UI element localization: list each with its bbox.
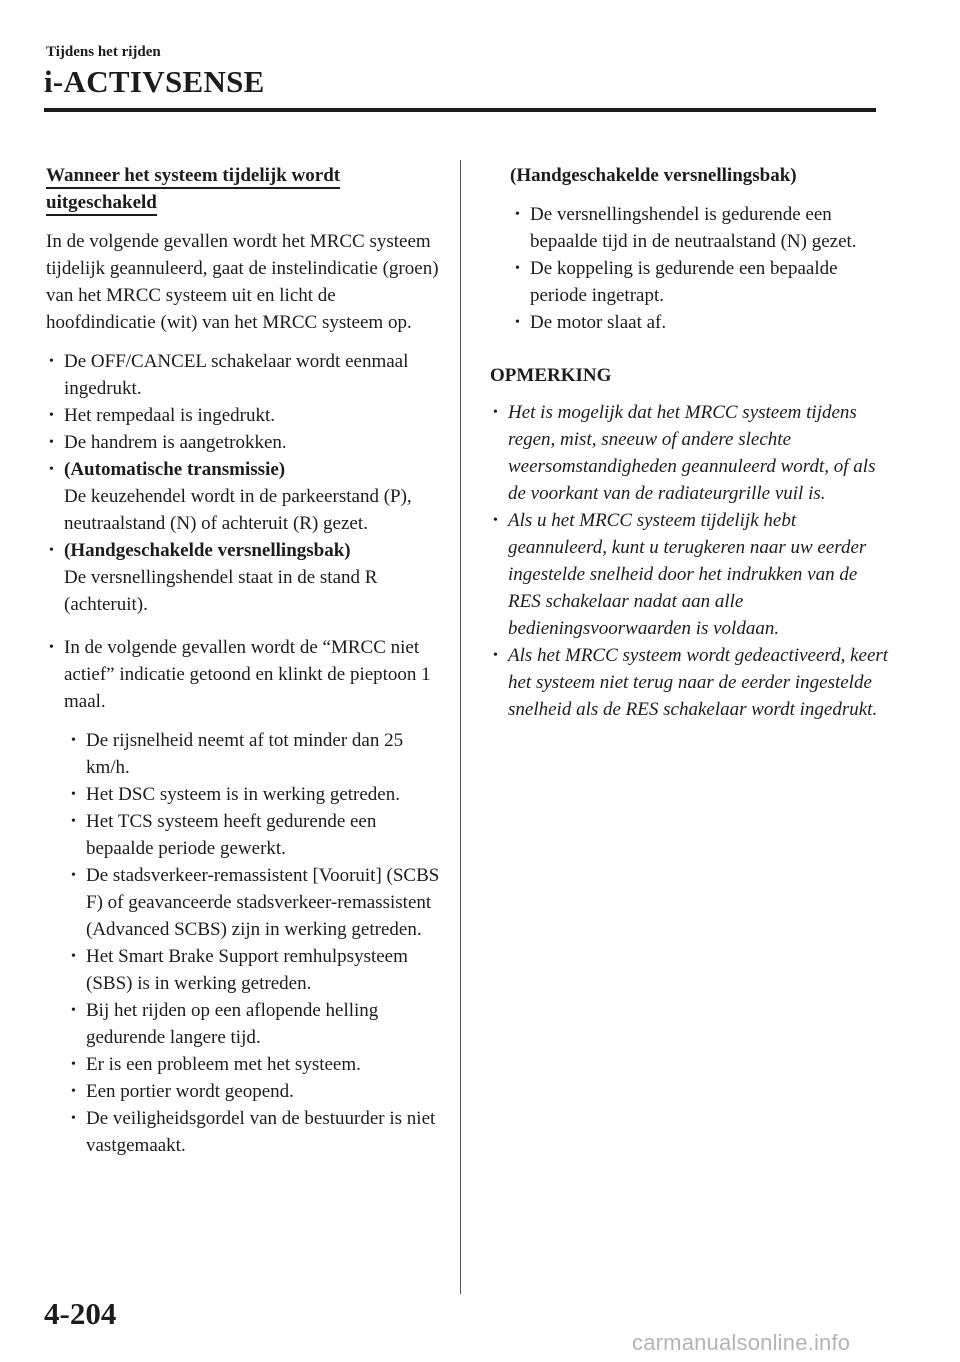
sub-list-item	[46, 997, 441, 1051]
bullet-icon: •	[49, 354, 54, 369]
sub-list-item-text: De rijsnelheid neemt af tot minder dan 25 km/h.	[86, 730, 404, 778]
auto-transmission-label: (Automatische transmissie)	[64, 459, 286, 480]
sub-list-item	[46, 727, 441, 781]
bullet-icon: •	[493, 405, 498, 420]
bullet-icon: •	[71, 868, 76, 883]
sub-list-item-text: De motor slaat af.	[530, 312, 667, 333]
list-item	[46, 429, 441, 456]
sub-list-item	[490, 309, 890, 336]
sub-list-item-text: De koppeling is gedurende een bepaalde periode ingetrapt.	[530, 258, 838, 306]
list-item	[46, 456, 441, 537]
note-box	[490, 362, 890, 723]
sub-list-item	[490, 255, 890, 309]
list-item-text: In de volgende gevallen wordt de “MRCC niet actief” indicatie getoond en klinkt de pieptoon 1 maal.	[64, 637, 431, 712]
right-column	[490, 162, 890, 723]
sub-list-item	[46, 1051, 441, 1078]
bullet-icon: •	[71, 1057, 76, 1072]
sub-list-item	[46, 808, 441, 862]
note-item	[490, 507, 890, 642]
watermark: carmanualsonline.info	[632, 1330, 851, 1355]
note-item	[490, 399, 890, 507]
note-item-text: Als u het MRCC systeem tijdelijk hebt geannuleerd, kunt u terugkeren naar uw eerder ingestelde snelheid door het indrukken van de RES schakelaar nadat aan alle bedieningsvoorwaarden is voldaan.	[508, 510, 867, 639]
auto-transmission-text: De keuzehendel wordt in de parkeerstand (P), neutraalstand (N) of achteruit (R) gezet.	[64, 486, 412, 534]
bullet-icon: •	[71, 1111, 76, 1126]
sub-list-item	[46, 1105, 441, 1159]
section-heading-line2: uitgeschakeld	[46, 192, 157, 216]
bullet-icon: •	[49, 462, 54, 477]
note-title: OPMERKING	[490, 365, 612, 386]
manual-conditions-list	[490, 201, 890, 336]
sub-list-item-text: Het TCS systeem heeft gedurende een bepaalde periode gewerkt.	[86, 811, 377, 859]
bullet-icon: •	[49, 408, 54, 423]
list-item-text: Het rempedaal is ingedrukt.	[64, 405, 276, 426]
bullet-icon: •	[515, 261, 520, 276]
sub-list-item	[46, 1078, 441, 1105]
sub-list-item-text: Bij het rijden op een aflopende helling gedurende langere tijd.	[86, 1000, 379, 1048]
header-divider	[44, 108, 876, 112]
bullet-icon: •	[493, 648, 498, 663]
list-item	[46, 348, 441, 402]
bullet-icon: •	[71, 1084, 76, 1099]
sub-list-item	[46, 781, 441, 808]
note-item-text: Het is mogelijk dat het MRCC systeem tijdens regen, mist, sneeuw of andere slechte weersomstandigheden geannuleerd wordt, of als de voorkant van de radiateurgrille vuil is.	[508, 402, 876, 504]
section-heading	[46, 162, 441, 216]
sub-list-item-text: De stadsverkeer-remassistent [Vooruit] (SCBS F) of geavanceerde stadsverkeer-remassistent (Advanced SCBS) zijn in werking getreden.	[86, 865, 440, 940]
bullet-icon: •	[515, 207, 520, 222]
list-item	[46, 402, 441, 429]
bullet-icon: •	[71, 1003, 76, 1018]
sub-list-item	[46, 943, 441, 997]
sub-list-item-text: De versnellingshendel is gedurende een bepaalde tijd in de neutraalstand (N) gezet.	[530, 204, 857, 252]
sub-list-item-text: Het DSC systeem is in werking getreden.	[86, 784, 400, 805]
list-item	[46, 537, 441, 618]
bullet-icon: •	[71, 787, 76, 802]
list-item-text: De handrem is aangetrokken.	[64, 432, 287, 453]
cancel-conditions-list	[46, 348, 441, 618]
sub-list-item	[46, 862, 441, 943]
sub-list-item-text: Een portier wordt geopend.	[86, 1081, 294, 1102]
sub-list-item-text: Het Smart Brake Support remhulpsysteem (SBS) is in werking getreden.	[86, 946, 408, 994]
sub-list-item-text: De veiligheidsgordel van de bestuurder is niet vastgemaakt.	[86, 1108, 436, 1156]
sub-list-item-text: Er is een probleem met het systeem.	[86, 1054, 361, 1075]
page-number: 4-204	[44, 1296, 117, 1331]
section-heading-line1: Wanneer het systeem tijdelijk wordt	[46, 165, 340, 189]
chapter-title: i-ACTIVSENSE	[44, 64, 265, 99]
manual-transmission-label: (Handgeschakelde versnellingsbak)	[64, 540, 351, 561]
bullet-icon: •	[49, 543, 54, 558]
left-column	[46, 162, 441, 1159]
list-item-text: De OFF/CANCEL schakelaar wordt eenmaal ingedrukt.	[64, 351, 409, 399]
intro-paragraph: In de volgende gevallen wordt het MRCC systeem tijdelijk geannuleerd, gaat de instelindicatie (groen) van het MRCC systeem uit en licht de hoofdindicatie (wit) van het MRCC systeem op.	[46, 231, 439, 333]
bullet-icon: •	[493, 513, 498, 528]
note-item	[490, 642, 890, 723]
section-label: Tijdens het rijden	[46, 44, 161, 60]
bullet-icon: •	[49, 435, 54, 450]
bullet-icon: •	[71, 814, 76, 829]
column-divider	[460, 160, 461, 1294]
bullet-icon: •	[71, 949, 76, 964]
inactive-conditions-sublist	[46, 727, 441, 1159]
note-item-text: Als het MRCC systeem wordt gedeactiveerd, keert het systeem niet terug naar de eerder ingestelde snelheid als de RES schakelaar wordt ingedrukt.	[508, 645, 889, 720]
bullet-icon: •	[515, 315, 520, 330]
sub-list-item	[490, 201, 890, 255]
note-list	[490, 399, 890, 723]
list-item	[46, 634, 441, 715]
manual-transmission-text: De versnellingshendel staat in de stand R (achteruit).	[64, 567, 378, 615]
bullet-icon: •	[71, 733, 76, 748]
inactive-indication-list	[46, 634, 441, 715]
bullet-icon: •	[49, 640, 54, 655]
manual-transmission-label: (Handgeschakelde versnellingsbak)	[510, 165, 797, 186]
